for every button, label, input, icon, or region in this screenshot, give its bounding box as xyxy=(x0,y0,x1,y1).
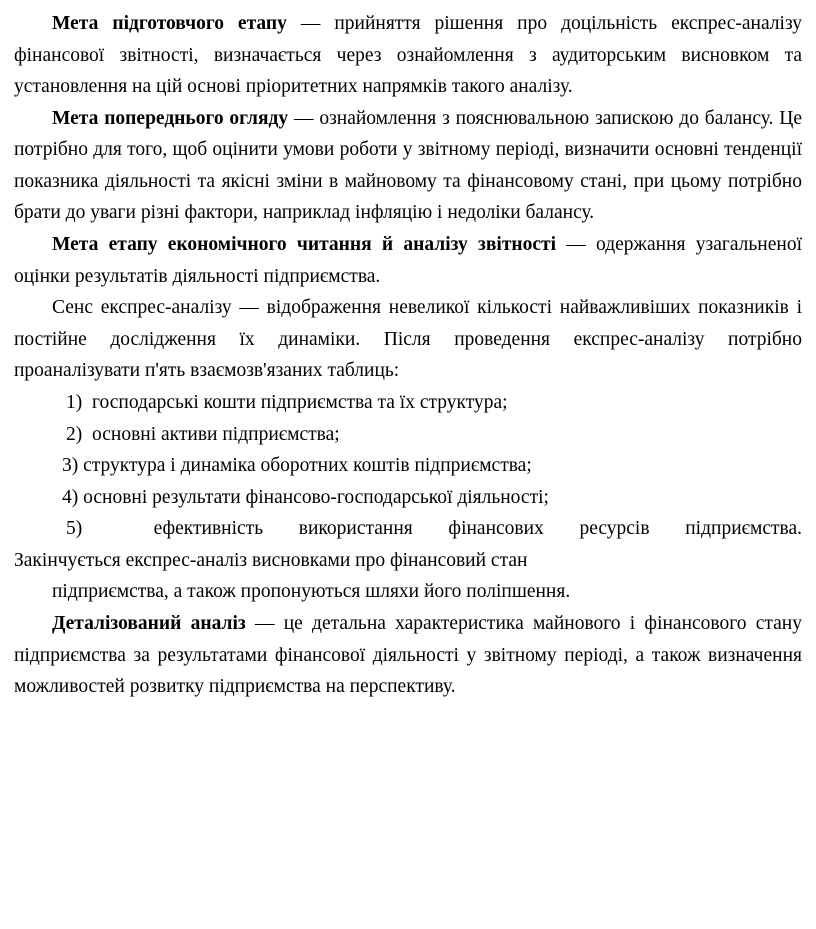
paragraph-body-express-analysis: Сенс експрес-аналізу — відображення невеликої кількості найважливіших показників і постійне дослідження їх динаміки. Після проведення експрес-аналізу потрібно проаналізувати п'ять взаємозв'язаних таблиць: xyxy=(14,297,802,382)
paragraph-lead-economic-reading: Мета етапу економічного читання й аналізу звітності xyxy=(52,234,557,256)
list-item xyxy=(14,419,802,451)
list-item-label: господарські кошти підприємства та їх структура; xyxy=(92,391,508,413)
paragraph-detailed-analysis xyxy=(14,608,802,703)
paragraph-preliminary-review xyxy=(14,103,802,229)
paragraph-lead-preliminary: Мета попереднього огляду xyxy=(52,107,289,129)
list-item-label: основні результати фінансово-господарської діяльності; xyxy=(83,486,549,508)
paragraph-body-preparatory: — прийняття рішення про доцільність експрес-аналізу фінансової звітності, визначається через ознайомлення з аудиторським висновком та установлення на цій основі пріоритетних напрямків такого аналізу. xyxy=(14,13,802,98)
paragraph-lead-preparatory: Мета підготовчого етапу xyxy=(52,13,287,34)
list-item xyxy=(14,450,802,482)
list-item-label: структура і динаміка оборотних коштів підприємства; xyxy=(83,455,532,477)
paragraph-express-analysis-sense xyxy=(14,292,802,387)
paragraph-preparatory-stage xyxy=(14,8,802,103)
list-item-marker: 1) xyxy=(66,391,83,413)
paragraph-lead-detailed-analysis: Деталізований аналіз xyxy=(52,612,246,634)
paragraph-body-detailed-analysis: — це детальна характеристика майнового і фінансового стану підприємства за результатами фінансової діяльності у звітному періоді, а також визначення можливостей розвитку підприємства на перспективу. xyxy=(14,612,802,698)
list-item-marker: 3) xyxy=(62,455,79,477)
list-item xyxy=(14,482,802,514)
after-list-line-1: Закінчується експрес-аналіз висновками про фінансовий стан xyxy=(14,549,528,571)
paragraph-economic-reading xyxy=(14,229,802,292)
list-item-marker: 2) xyxy=(66,423,83,445)
after-list-line-2: підприємства, а також пропонуються шляхи його поліпшення. xyxy=(52,581,571,603)
paragraph-body-preliminary: — ознайомлення з пояснювальною запискою до балансу. Це потрібно для того, щоб оцінити умови роботи у звітному періоді, визначити основні тенденції показника діяльності та якісні зміни в майновому та фінансовому стані, при цьому потрібно брати до уваги різні фактори, наприклад інфляцію і недоліки балансу. xyxy=(14,107,802,224)
list-item xyxy=(14,513,802,545)
list-item-marker: 5) xyxy=(66,518,83,540)
list-item-label: ефективність використання фінансових ресурсів підприємства. xyxy=(153,518,802,540)
list-item-marker: 4) xyxy=(62,486,79,508)
list-item xyxy=(14,387,802,419)
paragraph-body-economic-reading: — одержання узагальненої оцінки результатів діяльності підприємства. xyxy=(14,234,802,287)
list-item-label: основні активи підприємства; xyxy=(92,423,340,445)
